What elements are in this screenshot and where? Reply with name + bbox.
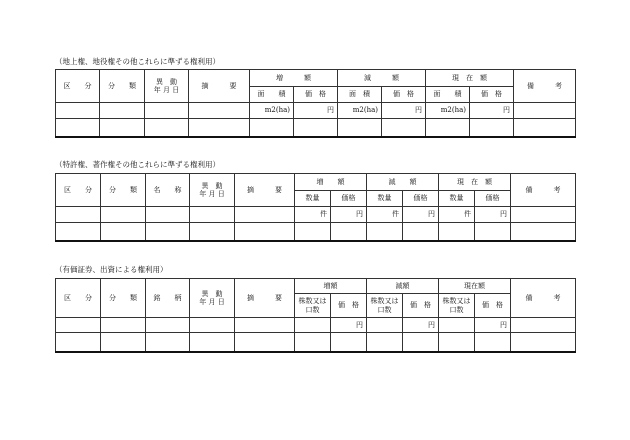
col-bunrui: 分 類 — [101, 279, 146, 318]
section-title-securities: （有価証券、出資による権利用） — [55, 265, 168, 274]
col-zo: 増額 — [295, 279, 367, 294]
col-zo: 増 額 — [295, 174, 367, 191]
ido-date-label: 年 月 日 — [153, 86, 180, 94]
col-bunrui: 分 類 — [101, 174, 146, 207]
sub-kabusu: 株数又は口数 — [295, 294, 331, 318]
table-row — [56, 103, 576, 119]
sub-kakaku: 価 格 — [382, 87, 426, 103]
section-title-patent-rights: （特許権、著作権その他これらに準ずる権利用） — [55, 160, 220, 169]
patent-rights-table — [55, 173, 576, 242]
ido-label: 異 動 — [201, 181, 223, 190]
sub-kakaku: 価格 — [475, 191, 511, 207]
col-gen: 減額 — [367, 279, 439, 294]
col-bunrui: 分 類 — [100, 70, 145, 103]
securities-table — [55, 278, 576, 353]
unit-label: 円 — [475, 207, 511, 223]
sub-kakaku: 価 格 — [294, 87, 338, 103]
ido-date-label: 年 月 日 — [199, 298, 225, 306]
unit-label: 円 — [470, 103, 514, 119]
sub-kakaku: 価格 — [331, 191, 367, 207]
unit-label: 円 — [382, 103, 426, 119]
unit-label: m2(ha) — [338, 103, 382, 119]
sub-kabusu: 株数又は口数 — [439, 294, 475, 318]
unit-label: 円 — [403, 207, 439, 223]
unit-label: 円 — [331, 207, 367, 223]
col-ido — [190, 174, 235, 207]
unit-label: 件 — [439, 207, 475, 223]
sub-suryo: 数量 — [295, 191, 331, 207]
col-meigara: 銘 柄 — [146, 279, 190, 318]
ido-label: 異 動 — [201, 289, 223, 298]
sub-menseki: 面 積 — [338, 87, 382, 103]
col-kubun: 区 分 — [56, 174, 101, 207]
table-row — [56, 119, 576, 137]
ido-label: 異 動 — [156, 77, 177, 86]
col-tekiyo: 摘 要 — [189, 70, 250, 103]
unit-label: 円 — [475, 318, 511, 333]
unit-label: 円 — [403, 318, 439, 333]
col-zo: 増 額 — [250, 70, 338, 87]
sub-menseki: 面 積 — [426, 87, 470, 103]
table-row — [56, 318, 576, 333]
land-rights-table — [55, 69, 576, 138]
col-genzai: 現 在 額 — [439, 174, 511, 191]
col-meisho: 名 称 — [146, 174, 190, 207]
table-row — [56, 223, 576, 241]
table-row — [56, 333, 576, 352]
col-kubun: 区 分 — [56, 279, 101, 318]
sub-suryo: 数量 — [367, 191, 403, 207]
col-genzai: 現 在 額 — [426, 70, 514, 87]
unit-label: 円 — [294, 103, 338, 119]
col-ido — [145, 70, 189, 103]
sub-suryo: 数量 — [439, 191, 475, 207]
ido-date-label: 年 月 日 — [199, 190, 225, 198]
col-gen: 減 額 — [367, 174, 439, 191]
col-biko: 備 考 — [514, 70, 576, 103]
sub-kakaku: 価 格 — [403, 294, 439, 318]
section-title-land-rights: （地上権、地役権その他これらに準ずる権利用） — [55, 57, 220, 66]
unit-label: 件 — [295, 207, 331, 223]
sub-kabusu: 株数又は口数 — [367, 294, 403, 318]
sub-kakaku: 価 格 — [331, 294, 367, 318]
unit-label: 円 — [331, 318, 367, 333]
col-ido — [190, 279, 235, 318]
col-tekiyo: 摘 要 — [235, 279, 295, 318]
unit-label: 件 — [367, 207, 403, 223]
sub-kakaku: 価 格 — [470, 87, 514, 103]
sub-kakaku: 価格 — [403, 191, 439, 207]
unit-label: m2(ha) — [250, 103, 294, 119]
table-row — [56, 207, 576, 223]
sub-menseki: 面 積 — [250, 87, 294, 103]
col-tekiyo: 摘 要 — [235, 174, 295, 207]
sub-kakaku: 価 格 — [475, 294, 511, 318]
col-biko: 備 考 — [511, 174, 576, 207]
col-gen: 減 額 — [338, 70, 426, 87]
col-genzai: 現在額 — [439, 279, 511, 294]
col-kubun: 区 分 — [56, 70, 100, 103]
unit-label: m2(ha) — [426, 103, 470, 119]
col-biko: 備 考 — [511, 279, 576, 318]
